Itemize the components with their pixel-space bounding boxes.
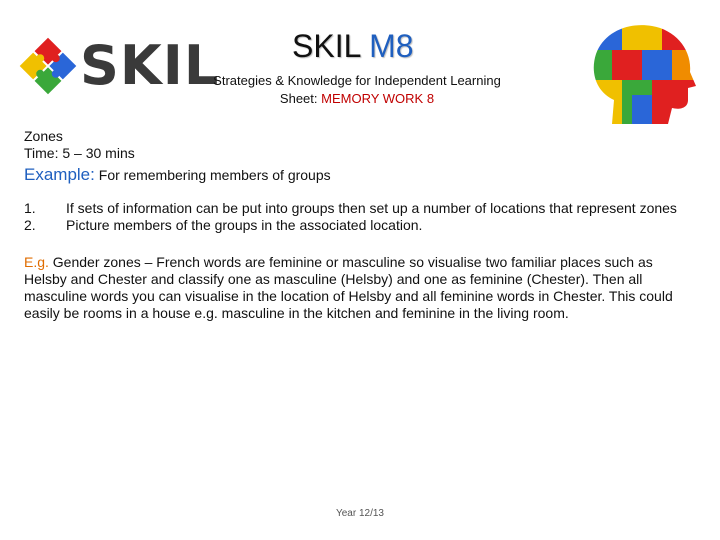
- eg-label: E.g.: [24, 254, 49, 270]
- main-content: [24, 128, 694, 322]
- example-text: For remembering members of groups: [98, 167, 331, 183]
- section-heading: Zones: [24, 128, 63, 144]
- step-text: Picture members of the groups in the associated location.: [66, 217, 423, 233]
- example-line: [24, 166, 694, 184]
- example-paragraph: [24, 254, 694, 322]
- example-label: Example:: [24, 165, 95, 184]
- eg-text: Gender zones – French words are feminine or masculine so visualise two familiar places such as Helsby and Chester and classify one as masculine (Helsby) and one as feminine (Chester). Then all masculine words you can visualise in the location of Helsby and all feminine words in Chester. This could easily be rooms in a house e.g. masculine in the kitchen and feminine in the living room.: [24, 254, 673, 321]
- footer-text: Year 12/13: [335, 508, 384, 519]
- step-number: 2.: [24, 217, 36, 233]
- step-number: 1.: [24, 200, 36, 216]
- skil-logo: [18, 32, 220, 102]
- subtitle-line2: [192, 90, 522, 108]
- steps-list: [24, 200, 694, 234]
- puzzle-head-icon: [582, 20, 700, 128]
- list-item: [24, 200, 694, 217]
- title-accent: M8: [369, 28, 414, 64]
- subtitle: [192, 72, 522, 108]
- list-item: [24, 217, 694, 234]
- logo-text: SKIL: [80, 34, 220, 97]
- sheet-name: MEMORY WORK 8: [321, 91, 435, 106]
- title-prefix: SKIL: [292, 28, 361, 64]
- puzzle-logo-icon: [18, 36, 78, 96]
- subtitle-line1: Strategies & Knowledge for Independent Learning: [213, 73, 501, 88]
- time-estimate: Time: 5 – 30 mins: [24, 145, 135, 161]
- step-text: If sets of information can be put into groups then set up a number of locations that represent zones: [66, 200, 677, 216]
- sheet-label: Sheet:: [279, 91, 318, 106]
- page-title: [292, 28, 414, 64]
